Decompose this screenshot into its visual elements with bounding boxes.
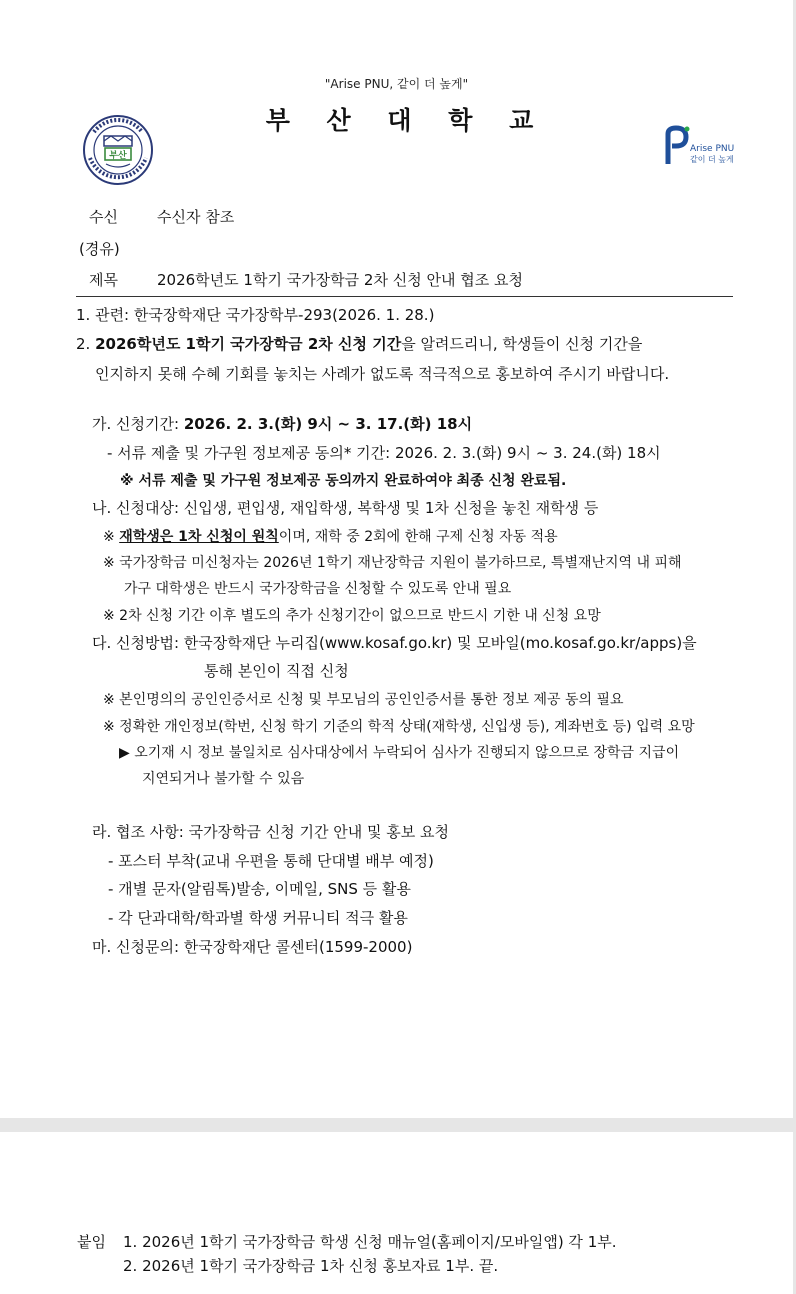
paragraph-2-number: 2. [76,335,91,353]
item-na-note-2-line-2: 가구 대학생은 반드시 국가장학금을 신청할 수 있도록 안내 필요 [124,581,512,597]
svg-text:부산: 부산 [109,151,127,161]
item-na-note-3: ※ 2차 신청 기간 이후 별도의 추가 신청기간이 없으므로 반드시 기한 내 신청 요망 [103,608,601,624]
brand-name: Arise PNU [690,144,735,154]
paragraph-2-rest: 을 알려드리니, 학생들이 신청 기간을 [401,335,643,353]
item-ra-2: - 개별 문자(알림톡)발송, 이메일, SNS 등 활용 [108,880,411,898]
item-ga-period: 2026. 2. 3.(화) 9시 ~ 3. 17.(화) 18시 [183,415,473,433]
paragraph-2-line-2: 인지하지 못해 수혜 기회를 놓치는 사례가 없도록 적극적으로 홍보하여 주시기 바랍니다. [95,365,670,383]
item-da-line-2: 통해 본인이 직접 신청 [204,662,349,680]
item-na-note-2-line-1: ※ 국가장학금 미신청자는 2026년 1학기 재난장학금 지원이 불가하므로, 특별재난지역 내 피해 [103,555,682,571]
subject-value: 2026학년도 1학기 국가장학금 2차 신청 안내 협조 요청 [157,271,523,289]
item-ga-note: ※ 서류 제출 및 가구원 정보제공 동의까지 완료하여야 최종 신청 완료됨. [120,473,567,489]
item-ga-sub: - 서류 제출 및 가구원 정보제공 동의* 기간: 2026. 2. 3.(화) 9시 ~ 3. 24.(화) 18시 [107,444,661,462]
university-seal-icon [80,114,156,186]
via-label: (경유) [79,240,120,258]
recipient-value: 수신자 참조 [157,208,235,226]
institution-title: 부 산 대 학 교 [265,106,548,135]
item-ma: 마. 신청문의: 한국장학재단 콜센터(1599-2000) [92,938,413,956]
item-na-note-1 [103,527,558,547]
motto: "Arise PNU, 같이 더 높게" [324,77,469,91]
attachment-item-2: 2. 2026년 1학기 국가장학금 1차 신청 홍보자료 1부. 끝. [123,1257,499,1275]
recipient-label: 수신 [89,208,118,226]
item-na-note-1-bold: 재학생은 1차 신청이 원칙 [119,529,279,545]
attachment-item-1: 1. 2026년 1학기 국가장학금 학생 신청 매뉴얼(홈페이지/모바일앱) 각 1부. [123,1233,617,1251]
item-ga [92,414,472,434]
paragraph-2-bold: 2026학년도 1학기 국가장학금 2차 신청 기간 [95,335,402,353]
attachments-label: 붙임 [77,1233,106,1251]
item-ra: 라. 협조 사항: 국가장학금 신청 기간 안내 및 홍보 요청 [92,823,450,841]
item-ra-1: - 포스터 부착(교내 우편을 통해 단대별 배부 예정) [108,852,434,870]
brand-sub: 같이 더 높게 [690,155,734,164]
item-da-note-2: ※ 정확한 개인정보(학번, 신청 학기 기준의 학적 상태(재학생, 신입생 등), 계좌번호 등) 입력 요망 [103,719,695,735]
item-ga-label: 가. 신청기간: [92,415,184,433]
item-da-note-1: ※ 본인명의의 공인인증서로 신청 및 부모님의 공인인증서를 통한 정보 제공 동의 필요 [103,692,624,708]
item-ra-3: - 각 단과대학/학과별 학생 커뮤니티 적극 활용 [108,909,408,927]
item-da-arrow-line-2: 지연되거나 불가할 수 있음 [142,771,305,787]
item-da-line-1: 다. 신청방법: 한국장학재단 누리집(www.kosaf.go.kr) 및 모바일(mo.kosaf.go.kr/apps)을 [92,634,697,652]
item-na-note-1-mark: ※ [103,529,120,545]
item-na: 나. 신청대상: 신입생, 편입생, 재입학생, 복학생 및 1차 신청을 놓친 재학생 등 [92,499,599,517]
subject-label: 제목 [89,271,118,289]
paragraph-2-line-1 [76,334,642,354]
item-da-arrow-line-1: ▶ 오기재 시 정보 불일치로 심사대상에서 누락되어 심사가 진행되지 않으므로 장학금 지급이 [119,745,680,761]
document-page-2 [0,1132,793,1294]
item-na-note-1-rest: 이며, 재학 중 2회에 한해 구제 신청 자동 적용 [278,529,558,545]
paragraph-1: 1. 관련: 한국장학재단 국가장학부-293(2026. 1. 28.) [76,306,435,324]
header-divider [76,296,733,297]
